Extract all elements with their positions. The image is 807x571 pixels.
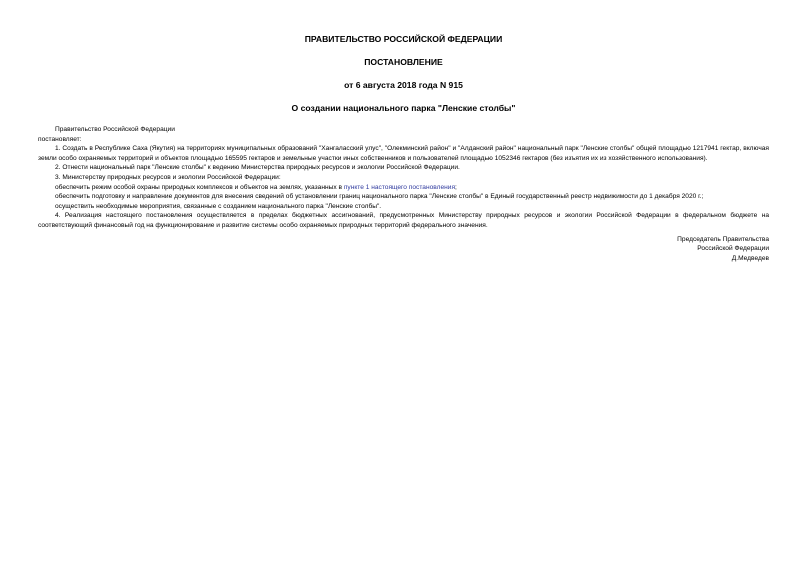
intro-resolves: постановляет: <box>38 135 82 143</box>
signature-block <box>38 235 769 264</box>
doc-type-heading: ПОСТАНОВЛЕНИЕ <box>364 57 443 67</box>
item-1: 1. Создать в Республике Саха (Якутия) на территориях муниципальных образований "Хангаласский улус", "Олекминский район" и "Алданский район" национальный парк "Ленские столбы" общей площадью 1217941 гектар, включая земли особо охраняемых территорий и объектов площадью 165595 гектаров и земельные участки иных собственников и пользователей площадью 1052346 гектаров (без изъятия их из хозяйственного использования). <box>38 145 769 162</box>
item-3b: обеспечить подготовку и направление документов для внесения сведений об установлении границ национального парка "Ленские столбы" в Единый государственный реестр недвижимости до 1 декабря 2020 г.; <box>55 193 704 201</box>
signature-position: Председатель Правительства <box>677 235 769 243</box>
government-heading: ПРАВИТЕЛЬСТВО РОССИЙСКОЙ ФЕДЕРАЦИИ <box>304 34 503 44</box>
item-1-reference-link[interactable]: пункте 1 настоящего постановления <box>343 183 456 191</box>
item-3a <box>38 183 769 193</box>
item-3a-text-after: ; <box>455 183 457 191</box>
item-4: 4. Реализация настоящего постановления осуществляется в пределах бюджетных ассигнований, предусмотренных Министерству природных ресурсов и экологии Российской Федерации в федеральном бюджете на соответствующий финансовый год на функционирование и развитие системы особо охраняемых природных территорий федерального значения. <box>38 212 769 229</box>
date-number-heading: от 6 августа 2018 года N 915 <box>344 80 463 90</box>
item-3c: осуществить необходимые мероприятия, связанные с созданием национального парка "Ленские столбы". <box>55 202 382 210</box>
document-body <box>38 125 769 231</box>
document-title: О создании национального парка "Ленские столбы" <box>291 103 516 113</box>
item-3: 3. Министерству природных ресурсов и экологии Российской Федерации: <box>55 173 281 181</box>
signature-name: Д.Медведев <box>731 255 769 263</box>
item-2: 2. Отнести национальный парк "Ленские столбы" к ведению Министерства природных ресурсов и экологии Российской Федерации. <box>55 164 460 172</box>
item-3a-text-before: обеспечить режим особой охраны природных комплексов и объектов на землях, указанных в <box>55 183 344 191</box>
document-page <box>38 34 769 264</box>
intro-government: Правительство Российской Федерации <box>55 126 175 133</box>
signature-country: Российской Федерации <box>697 245 769 253</box>
